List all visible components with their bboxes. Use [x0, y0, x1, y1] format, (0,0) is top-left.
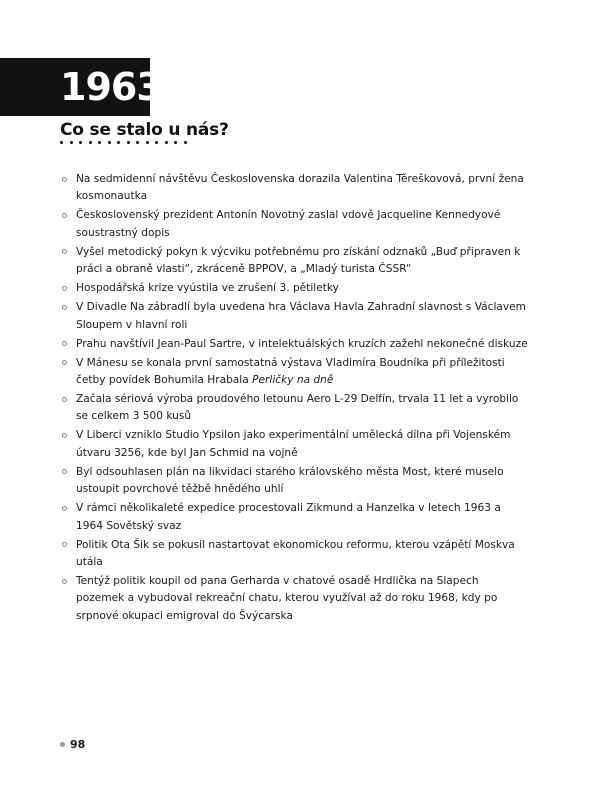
list-item	[60, 171, 530, 206]
event-text: Československý prezident Antonín Novotný zaslal vdově Jacqueline Kennedyové soustrastný dopis	[76, 209, 501, 239]
circle-bullet-icon	[62, 469, 67, 474]
dot-icon	[60, 742, 65, 747]
circle-bullet-icon	[62, 305, 67, 310]
event-text: Začala sériová výroba proudového letounu Aero L-29 Delfín, trvala 11 let a vyrobilo se celkem 3 500 kusů	[76, 393, 519, 423]
section-title: Co se stalo u nás?	[60, 120, 229, 140]
circle-bullet-icon	[62, 433, 67, 438]
list-item	[60, 500, 530, 535]
event-text: V rámci několikaleté expedice procestovali Zikmund a Hanzelka v letech 1963 a 1964 Sovětský svaz	[76, 502, 501, 532]
circle-bullet-icon	[62, 397, 67, 402]
page-number-text: 98	[70, 738, 86, 751]
circle-bullet-icon	[62, 360, 67, 365]
circle-bullet-icon	[62, 506, 67, 511]
list-item	[60, 464, 530, 499]
event-text: Na sedmidenní návštěvu Československa dorazila Valentina Těreškovová, první žena kosmonautka	[76, 173, 524, 203]
year-heading: 1963	[60, 65, 162, 109]
event-text: V Liberci vzniklo Studio Ypsilon jako experimentální umělecká dílna při Vojenském útvaru 3256, kde byl Jan Schmid na vojně	[76, 429, 511, 459]
list-item	[60, 244, 530, 279]
event-text: Hospodářská krize vyústila ve zrušení 3. pětiletky	[76, 282, 339, 295]
circle-bullet-icon	[62, 579, 67, 584]
circle-bullet-icon	[62, 341, 67, 346]
list-item	[60, 391, 530, 426]
event-text: Byl odsouhlasen plán na likvidaci starého královského města Most, které muselo ustoupit povrchové těžbě hnědého uhlí	[76, 465, 504, 496]
list-item	[60, 280, 530, 297]
circle-bullet-icon	[62, 286, 67, 291]
circle-bullet-icon	[62, 542, 67, 547]
event-text: Tentýž politik koupil od pana Gerharda v chatové osadě Hrdlička na Slapech pozemek a vybudoval rekreační chatu, kterou využíval až do roku 1968, kdy po srpnové okupaci emigroval do Švýcarska	[76, 575, 498, 622]
list-item	[60, 427, 530, 462]
circle-bullet-icon	[62, 249, 67, 254]
event-text: Politik Ota Šik se pokusil nastartovat ekonomickou reformu, kterou vzápětí Moskva utála	[76, 538, 515, 569]
event-text: Prahu navštívil Jean-Paul Sartre, v intelektuálských kruzích zažehl nekonečné diskuze	[76, 337, 528, 350]
circle-bullet-icon	[62, 213, 67, 218]
list-item	[60, 207, 530, 242]
page-number	[60, 738, 85, 752]
book-title: Perličky na dně	[252, 374, 334, 387]
list-item	[60, 537, 530, 572]
dotted-divider	[60, 141, 200, 147]
event-text: Vyšel metodický pokyn k výcviku potřebnému pro získání odznaků „Buď připraven k práci a obraně vlasti“, zkráceně BPPOV, a „Mladý turista ČSSR“	[76, 245, 521, 276]
event-text: V Mánesu se konala první samostatná výstava Vladimíra Boudníka při příležitosti četby povídek Bohumila Hrabala	[76, 356, 505, 387]
list-item	[60, 336, 530, 353]
list-item	[60, 573, 530, 625]
event-text: V Divadle Na zábradlí byla uvedena hra Václava Havla Zahradní slavnost s Václavem Sloupem v hlavní roli	[76, 301, 526, 331]
list-item	[60, 355, 530, 390]
list-item	[60, 299, 530, 334]
circle-bullet-icon	[62, 177, 67, 182]
event-list	[60, 171, 530, 627]
